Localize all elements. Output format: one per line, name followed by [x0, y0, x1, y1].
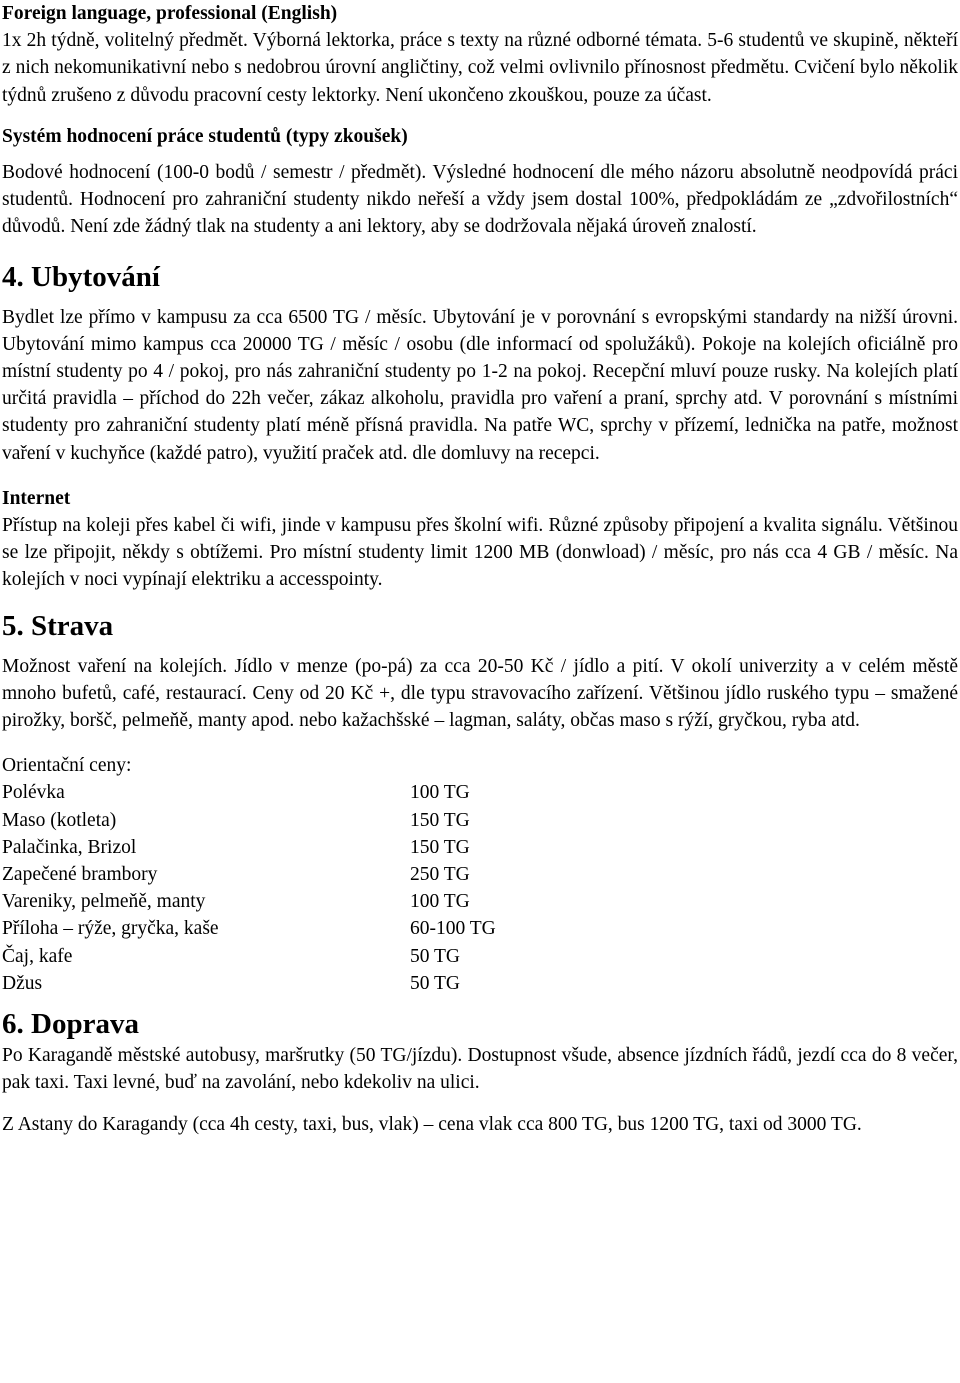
price-list	[2, 779, 496, 997]
grading-title: Systém hodnocení práce studentů (typy zkoušek)	[2, 125, 408, 147]
price-item: Polévka	[2, 782, 65, 804]
price-value: 100 TG	[410, 891, 470, 913]
prices-title: Orientační ceny:	[2, 755, 132, 777]
transport-intercity: Z Astany do Karagandy (cca 4h cesty, taxi, bus, vlak) – cena vlak cca 800 TG, bus 1200 TG, taxi od 3000 TG.	[2, 1113, 862, 1135]
internet-description: Přístup na koleji přes kabel či wifi, jinde v kampusu přes školní wifi. Různé způsoby připojení a kvalita signálu. Většinou se lze připojit, někdy s obtížemi. Pro místní studenty limit 1200 MB (donwload) / měsíc, pro nás cca 4 GB / měsíc. Na kolejích v noci vypínají elektriku a accesspointy.	[2, 515, 958, 591]
transport-heading: 6. Doprava	[2, 1008, 139, 1041]
price-item: Zapečené brambory	[2, 864, 158, 886]
price-value: 50 TG	[410, 945, 461, 967]
transport-description: Po Karagandě městské autobusy, maršrutky (50 TG/jízdu). Dostupnost všude, absence jízdních řádů, jezdí cca do 8 večer, pak taxi. Taxi levné, buď na zavolání, nebo kdekoliv na ulici.	[2, 1045, 958, 1094]
price-row	[2, 861, 496, 888]
internet-title: Internet	[2, 487, 71, 509]
price-item: Příloha – rýže, gryčka, kaše	[2, 918, 219, 940]
food-heading: 5. Strava	[2, 609, 114, 642]
course-description: 1x 2h týdně, volitelný předmět. Výborná lektorka, práce s texty na různé odborné témata. 5-6 studentů ve skupině, někteří z nich nekomunikativní nebo s nedobrou úrovní angličtiny, což velmi ovlivnilo přínosnost předmětu. Cvičení bylo několik týdnů zrušeno z důvodu pracovní cesty lektorky. Není ukončeno zkouškou, pouze za účast.	[2, 30, 958, 106]
price-value: 150 TG	[410, 836, 470, 858]
price-row	[2, 779, 496, 806]
price-value: 60-100 TG	[410, 918, 496, 940]
price-row	[2, 970, 496, 997]
price-value: 250 TG	[410, 864, 470, 886]
price-item: Vareniky, pelmeňě, manty	[2, 891, 206, 913]
course-title: Foreign language, professional (English)	[2, 3, 338, 24]
price-row	[2, 888, 496, 915]
price-row	[2, 943, 496, 970]
price-item: Džus	[2, 972, 43, 994]
accommodation-heading: 4. Ubytování	[2, 260, 160, 293]
grading-description: Bodové hodnocení (100-0 bodů / semestr / předmět). Výsledné hodnocení dle mého názoru absolutně neodpovídá práci studentů. Hodnocení pro zahraniční studenty nikdo neřeší a vždy jsem dostal 100%, předpokládám ze „zdvořilostních“ důvodů. Není zde žádný tlak na studenty a ani lektory, aby se dodržovala nějaká úroveň znalostí.	[2, 162, 958, 238]
price-row	[2, 834, 496, 861]
food-description: Možnost vaření na kolejích. Jídlo v menze (po-pá) za cca 20-50 Kč / jídlo a pití. V okolí univerzity a v celém městě mnoho bufetů, café, restaurací. Ceny od 20 Kč +, dle typu stravovacího zařízení. Většinou jídlo ruského typu – smažené pirožky, boršč, pelmeňě, manty apod. nebo kažachšské – lagman, saláty, občas maso s rýží, gryčkou, ryba atd.	[2, 655, 958, 732]
price-item: Maso (kotleta)	[2, 809, 117, 831]
price-row	[2, 915, 496, 942]
price-item: Čaj, kafe	[2, 945, 73, 967]
price-value: 100 TG	[410, 782, 470, 804]
price-value: 150 TG	[410, 809, 470, 831]
price-item: Palačinka, Brizol	[2, 836, 137, 858]
price-value: 50 TG	[410, 972, 461, 994]
price-row	[2, 807, 496, 834]
accommodation-description: Bydlet lze přímo v kampusu za cca 6500 TG / měsíc. Ubytování je v porovnání s evropskými standardy na nižší úrovni. Ubytování mimo kampus cca 20000 TG / měsíc / osobu (dle informací od spolužáků). Pokoje na kolejích oficiálně pro místní studenty po 4 / pokoj, pro nás zahraniční studenty po 1-2 na pokoj. Recepční mluví pouze rusky. Na kolejích platí určitá pravidla – příchod do 22h večer, zákaz alkoholu, pravidla pro vaření a praní, sprchy atd. V porovnání s místními studenty pro zahraniční studenty platí méně přísná pravidla. Na patře WC, sprchy v přízemí, lednička na patře, možnost vaření v kuchyňce (každé patro), využití praček atd. dle domluvy na recepci.	[2, 306, 958, 464]
